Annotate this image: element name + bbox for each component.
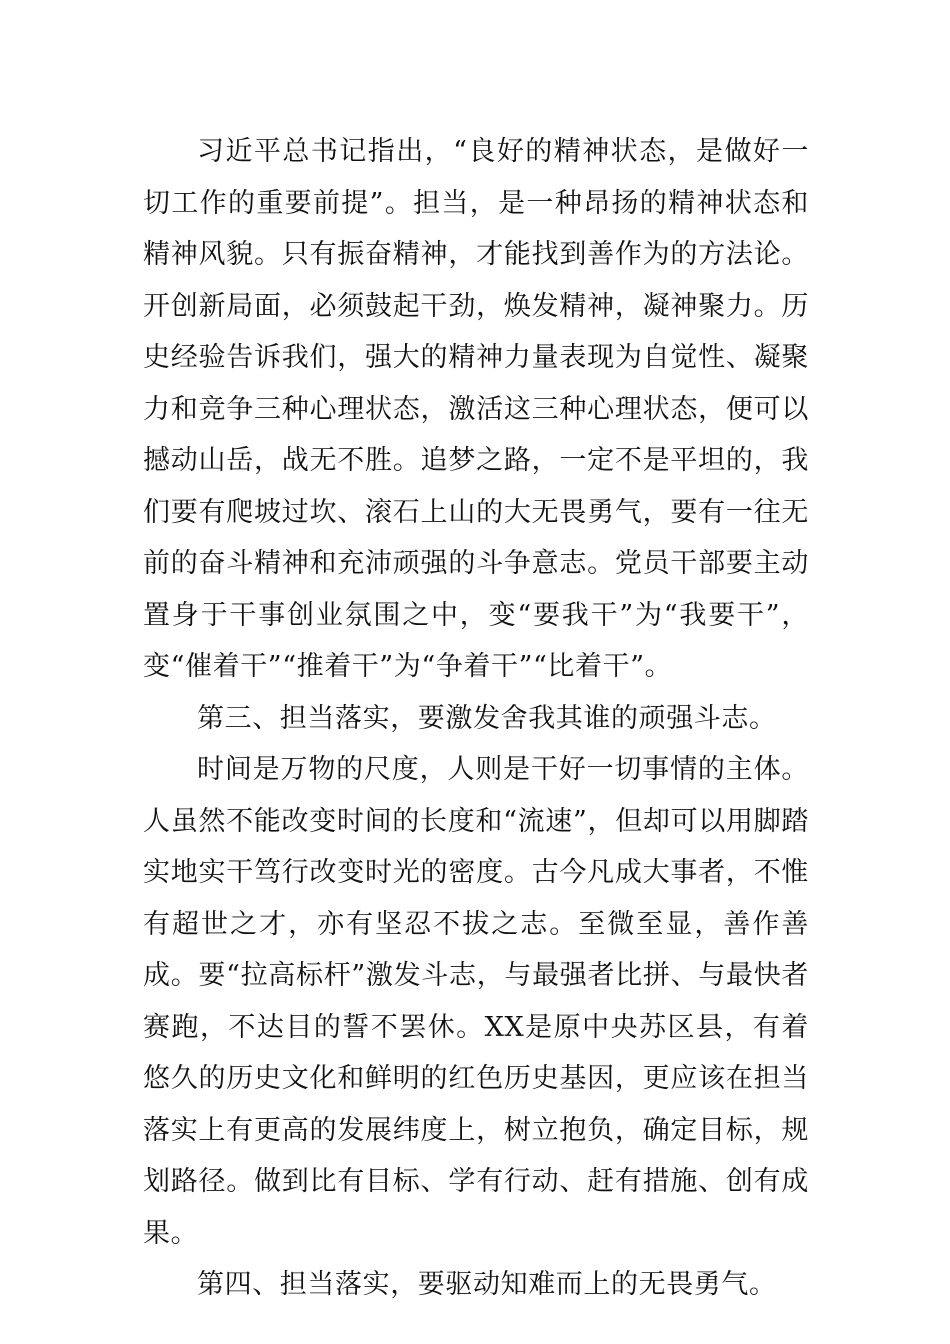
body-paragraph: 习近平总书记指出，“良好的精神状态，是做好一切工作的重要前提”。担当，是一种昂扬的精神状态和精神风貌。只有振奋精神，才能找到善作为的方法论。开创新局面，必须鼓起干劲，焕发精神，凝神聚力。历史经验告诉我们，强大的精神力量表现为自觉性、凝聚力和竞争三种心理状态，激活这三种心理状态，便可以撼动山岳，战无不胜。追梦之路，一定不是平坦的，我们要有爬坡过坎、滚石上山的大无畏勇气，要有一往无前的奋斗精神和充沛顽强的斗争意志。党员干部要主动置身于干事创业氛围之中，变“要我干”为“我要干”，变“催着干”“推着干”为“争着干”“比着干”。 [143, 136, 809, 682]
section-heading: 第三、担当落实，要激发舍我其谁的顽强斗志。 [197, 702, 777, 734]
document-body [143, 126, 809, 1311]
body-paragraph: 时间是万物的尺度，人则是干好一切事情的主体。人虽然不能改变时间的长度和“流速”，但却可以用脚踏实地实干笃行改变时光的密度。古今凡成大事者，不惟有超世之才，亦有坚忍不拔之志。至微至显，善作善成。要“拉高标杆”激发斗志，与最强者比拼、与最快者赛跑，不达目的誓不罢休。XX是原中央苏区县，有着悠久的历史文化和鲜明的红色历史基因，更应该在担当落实上有更高的发展纬度上，树立抱负，确定目标，规划路径。做到比有目标、学有行动、赶有措施、创有成果。 [143, 754, 809, 1249]
section-heading: 第四、担当落实，要驱动知难而上的无畏勇气。 [197, 1269, 777, 1300]
